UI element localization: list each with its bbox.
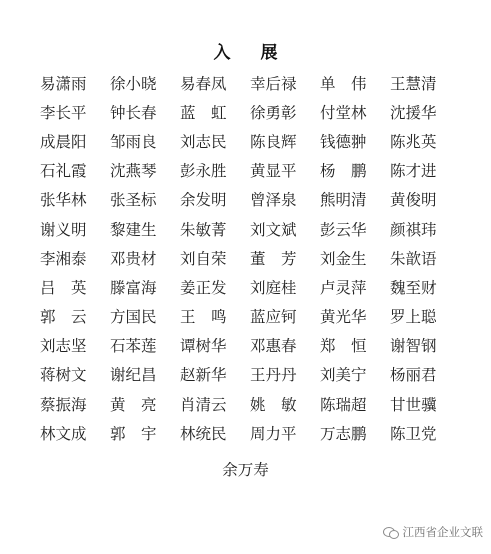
name-entry: 朱敏菁 <box>180 220 227 239</box>
name-entry: 徐勇彰 <box>250 103 297 122</box>
name-row <box>40 185 460 214</box>
name-entry: 刘美宁 <box>320 366 367 385</box>
name-row <box>40 389 460 418</box>
name-entry: 郭 宇 <box>110 424 157 443</box>
name-entry: 刘金生 <box>320 249 367 268</box>
name-entry: 卢灵萍 <box>320 278 367 297</box>
name-entry: 刘志坚 <box>40 337 87 356</box>
name-entry: 董 芳 <box>250 249 297 268</box>
name-entry: 沈燕琴 <box>110 162 157 181</box>
source-watermark <box>383 524 484 540</box>
name-entry: 姚 敏 <box>250 395 297 414</box>
name-entry: 万志鹏 <box>320 424 367 443</box>
name-list <box>40 68 460 447</box>
name-entry: 邹雨良 <box>110 132 157 151</box>
name-entry: 刘自荣 <box>180 249 227 268</box>
name-entry: 刘志民 <box>180 132 227 151</box>
name-entry: 谢义明 <box>40 220 87 239</box>
name-entry: 谢纪昌 <box>110 366 157 385</box>
name-entry: 姜正发 <box>180 278 227 297</box>
name-entry: 王慧清 <box>390 74 437 93</box>
name-entry: 郑 恒 <box>320 337 367 356</box>
name-entry: 徐小晓 <box>110 74 157 93</box>
name-entry: 黄俊明 <box>390 191 437 210</box>
name-entry: 黎建生 <box>110 220 157 239</box>
name-entry: 王 鸣 <box>180 308 227 327</box>
name-entry: 郭 云 <box>40 308 87 327</box>
name-entry: 钱德翀 <box>320 132 367 151</box>
name-entry: 蓝应钶 <box>250 308 297 327</box>
name-row <box>40 126 460 155</box>
name-entry: 易春凤 <box>180 74 227 93</box>
name-entry: 周力平 <box>250 424 297 443</box>
name-entry: 吕 英 <box>40 278 87 297</box>
name-entry: 彭云华 <box>320 220 367 239</box>
name-entry: 邓贵材 <box>110 249 157 268</box>
name-entry: 曾泽泉 <box>250 191 297 210</box>
name-entry: 李湘泰 <box>40 249 87 268</box>
section-title: 入 展 <box>213 43 290 63</box>
name-entry: 熊明清 <box>320 191 367 210</box>
name-entry: 谢智钢 <box>390 337 437 356</box>
name-row <box>40 418 460 447</box>
name-entry: 甘世骥 <box>390 395 437 414</box>
name-entry: 沈援华 <box>390 103 437 122</box>
name-row <box>40 302 460 331</box>
name-entry: 彭永胜 <box>180 162 227 181</box>
name-entry: 余发明 <box>180 191 227 210</box>
name-entry: 谭树华 <box>180 337 227 356</box>
name-row <box>40 156 460 185</box>
name-entry: 张华林 <box>40 191 87 210</box>
name-row <box>40 360 460 389</box>
name-entry: 付堂林 <box>320 103 367 122</box>
name-entry: 颜祺玮 <box>390 220 437 239</box>
name-entry: 方国民 <box>110 308 157 327</box>
name-entry: 杨丽君 <box>390 366 437 385</box>
name-row <box>40 214 460 243</box>
name-entry: 蒋树文 <box>40 366 87 385</box>
name-entry: 黄 亮 <box>110 395 157 414</box>
name-row <box>40 97 460 126</box>
name-entry: 朱歆语 <box>390 249 437 268</box>
name-entry: 陈兆英 <box>390 132 437 151</box>
name-entry: 陈才进 <box>390 162 437 181</box>
name-row <box>40 68 460 97</box>
name-entry: 幸后禄 <box>250 74 297 93</box>
name-entry: 黄显平 <box>250 162 297 181</box>
name-entry: 林文成 <box>40 424 87 443</box>
name-entry: 张圣标 <box>110 191 157 210</box>
name-entry: 李长平 <box>40 103 87 122</box>
name-entry: 邓惠春 <box>250 337 297 356</box>
name-entry: 陈瑞超 <box>320 395 367 414</box>
name-row <box>40 243 460 272</box>
name-entry: 罗上聪 <box>390 308 437 327</box>
name-entry: 单 伟 <box>320 74 367 93</box>
watermark-text: 江西省企业文联 <box>402 527 483 539</box>
name-entry: 陈良辉 <box>250 132 297 151</box>
name-row <box>40 272 460 301</box>
name-entry: 肖清云 <box>180 395 227 414</box>
name-row <box>40 331 460 360</box>
name-entry: 刘文斌 <box>250 220 297 239</box>
wechat-icon <box>383 526 399 539</box>
name-entry: 滕富海 <box>110 278 157 297</box>
name-entry: 蔡振海 <box>40 395 87 414</box>
name-entry: 刘庭桂 <box>250 278 297 297</box>
name-entry: 魏至财 <box>390 278 437 297</box>
name-entry: 易潇雨 <box>40 74 87 93</box>
name-entry: 成晨阳 <box>40 132 87 151</box>
name-entry: 杨 鹏 <box>320 162 367 181</box>
name-entry: 林统民 <box>180 424 227 443</box>
name-entry: 赵新华 <box>180 366 227 385</box>
final-name: 余万寿 <box>222 461 269 479</box>
name-entry: 王丹丹 <box>250 366 297 385</box>
name-entry: 钟长春 <box>110 103 157 122</box>
name-entry: 蓝 虹 <box>180 103 227 122</box>
name-entry: 石苯莲 <box>110 337 157 356</box>
name-entry: 黄光华 <box>320 308 367 327</box>
name-entry: 石礼霞 <box>40 162 87 181</box>
name-entry: 陈卫党 <box>390 424 437 443</box>
